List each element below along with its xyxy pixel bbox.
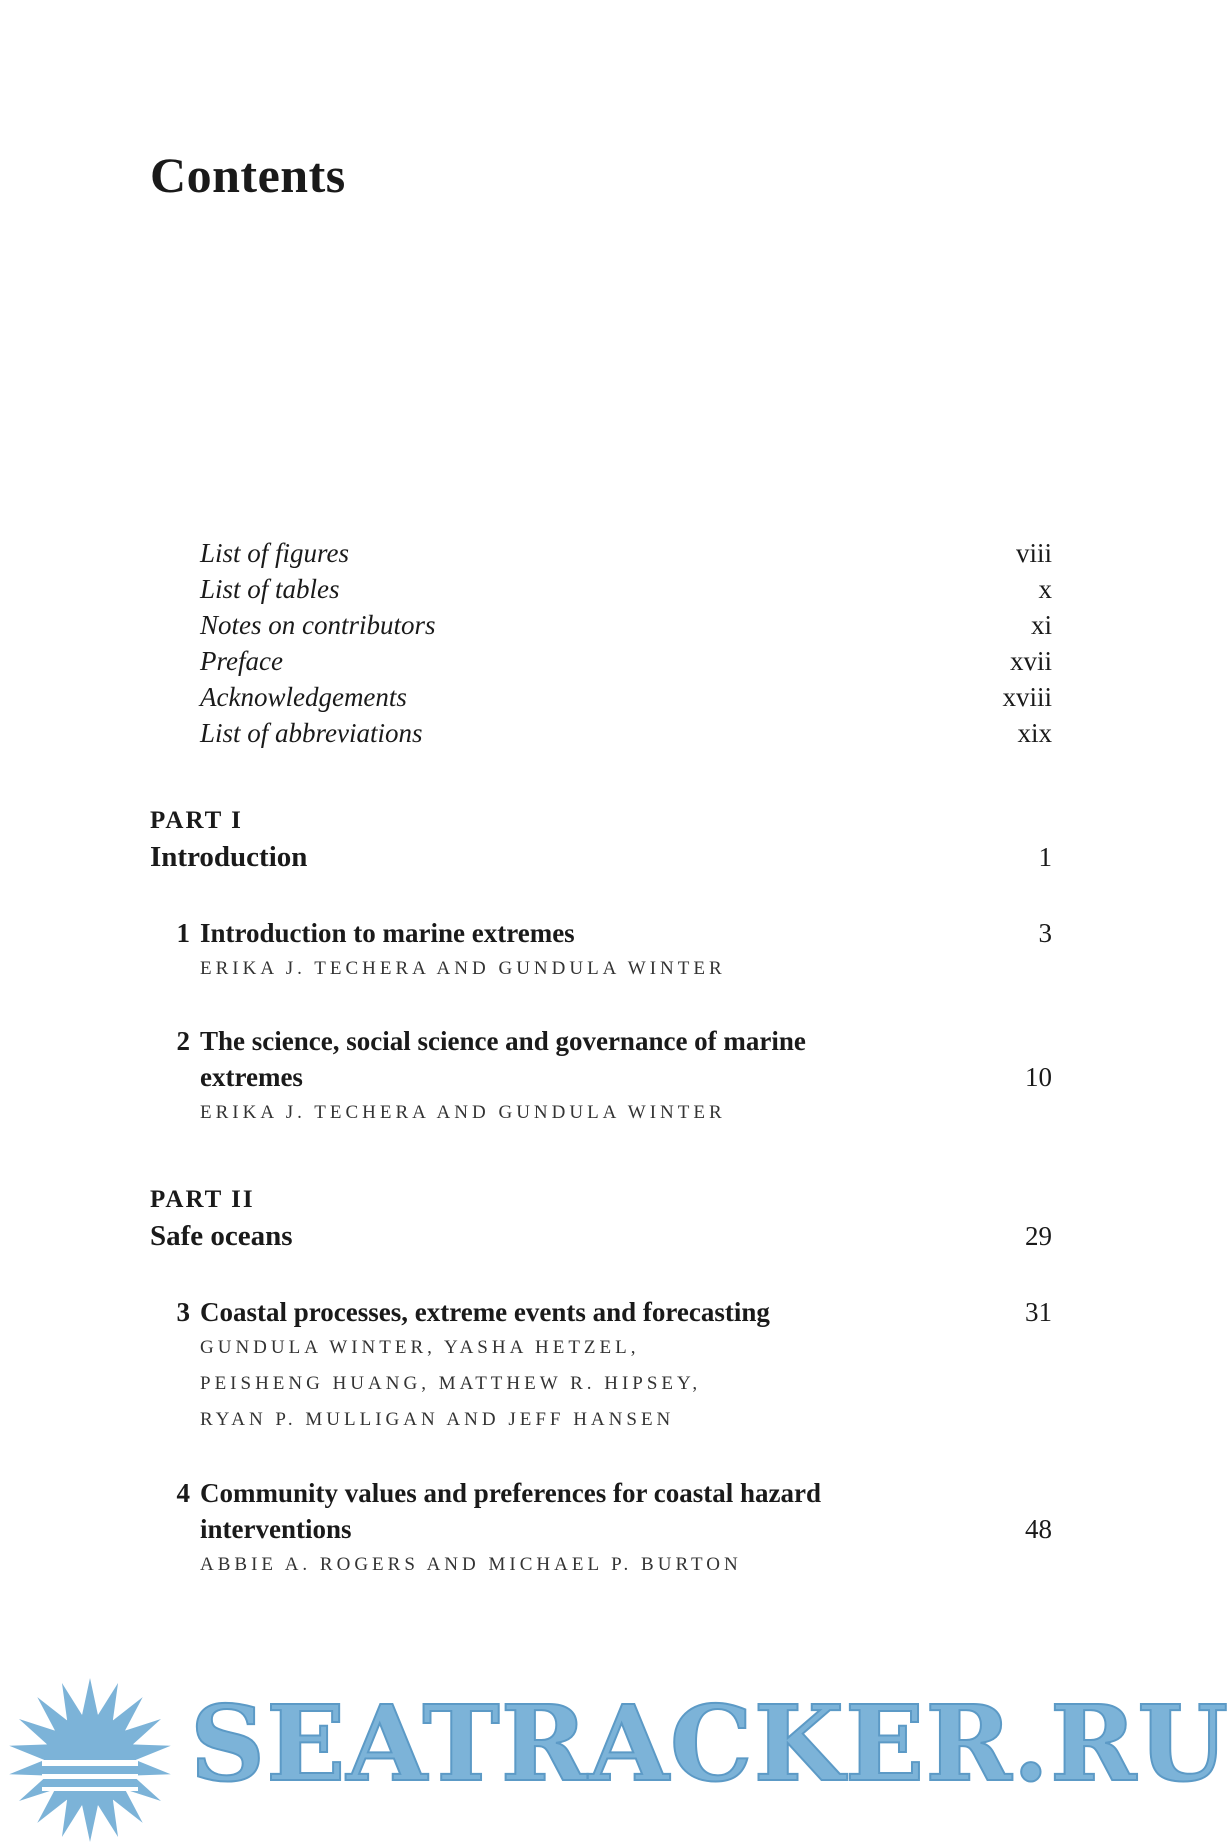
toc-entry-page: viii [1015,538,1052,568]
toc-entry-list-of-tables[interactable] [200,574,1052,610]
chapter-page: 10 [1025,1062,1052,1092]
chapter-authors-line: PEISHENG HUANG, MATTHEW R. HIPSEY, [200,1373,702,1394]
toc-entry-preface[interactable] [200,646,1052,682]
front-matter-list [200,538,1052,754]
part-title-row[interactable] [150,1220,1052,1253]
chapter-number: 3 [176,1297,190,1327]
chapter-authors: ERIKA J. TECHERA AND GUNDULA WINTER [200,1102,726,1123]
toc-entry-label: List of tables [200,574,340,604]
chapter-authors-line: GUNDULA WINTER, YASHA HETZEL, [200,1337,640,1358]
part-title: Introduction [150,841,308,873]
chapter-page: 48 [1025,1514,1052,1544]
chapter-number: 1 [176,918,190,948]
part-page: 1 [1038,842,1052,872]
toc-entry-label: List of abbreviations [200,718,423,748]
part-heading-2 [150,1187,1052,1253]
part-label: PART I [150,807,243,834]
toc-entry-page: xix [1017,718,1052,748]
sun-icon [8,1678,173,1842]
chapter-number: 2 [176,1026,190,1056]
part-heading-1 [150,808,1052,874]
toc-entry-label: Acknowledgements [200,682,407,712]
toc-entry-page: xviii [1002,682,1052,712]
part-label: PART II [150,1186,255,1213]
chapter-page: 31 [1025,1297,1052,1327]
toc-entry-page: xvii [1009,646,1052,676]
toc-entry-acknowledgements[interactable] [200,682,1052,718]
chapter-authors: ERIKA J. TECHERA AND GUNDULA WINTER [200,958,726,979]
chapter-title: Introduction to marine extremes [200,918,575,948]
toc-entry-list-of-figures[interactable] [200,538,1052,574]
chapter-entry-3[interactable] [150,1294,1052,1438]
toc-entry-page: xi [1030,610,1052,640]
part-title-row[interactable] [150,841,1052,874]
chapter-authors: ABBIE A. ROGERS AND MICHAEL P. BURTON [200,1554,742,1575]
toc-entry-label: List of figures [200,538,350,568]
chapter-title: Community values and preferences for coastal hazard interventions [200,1478,821,1544]
chapter-entry-2[interactable] [150,1023,1052,1131]
page-title: Contents [150,147,346,203]
toc-entry-list-of-abbreviations[interactable] [200,718,1052,754]
toc-entry-notes-on-contributors[interactable] [200,610,1052,646]
watermark-text: SEATRACKER.RU [190,1682,1229,1805]
toc-entry-label: Preface [200,646,283,676]
toc-entry-label: Notes on contributors [200,610,436,640]
chapter-title: The science, social science and governance of marine extremes [200,1026,806,1092]
part-page: 29 [1025,1221,1052,1251]
chapter-entry-4[interactable] [150,1475,1052,1583]
chapter-entry-1[interactable] [150,915,1052,987]
chapter-number: 4 [176,1478,190,1508]
toc-entry-page: x [1038,574,1052,604]
chapter-title: Coastal processes, extreme events and forecasting [200,1297,770,1327]
part-title: Safe oceans [150,1220,293,1252]
chapter-authors-line: RYAN P. MULLIGAN AND JEFF HANSEN [200,1409,675,1430]
chapter-page: 3 [1038,918,1052,948]
